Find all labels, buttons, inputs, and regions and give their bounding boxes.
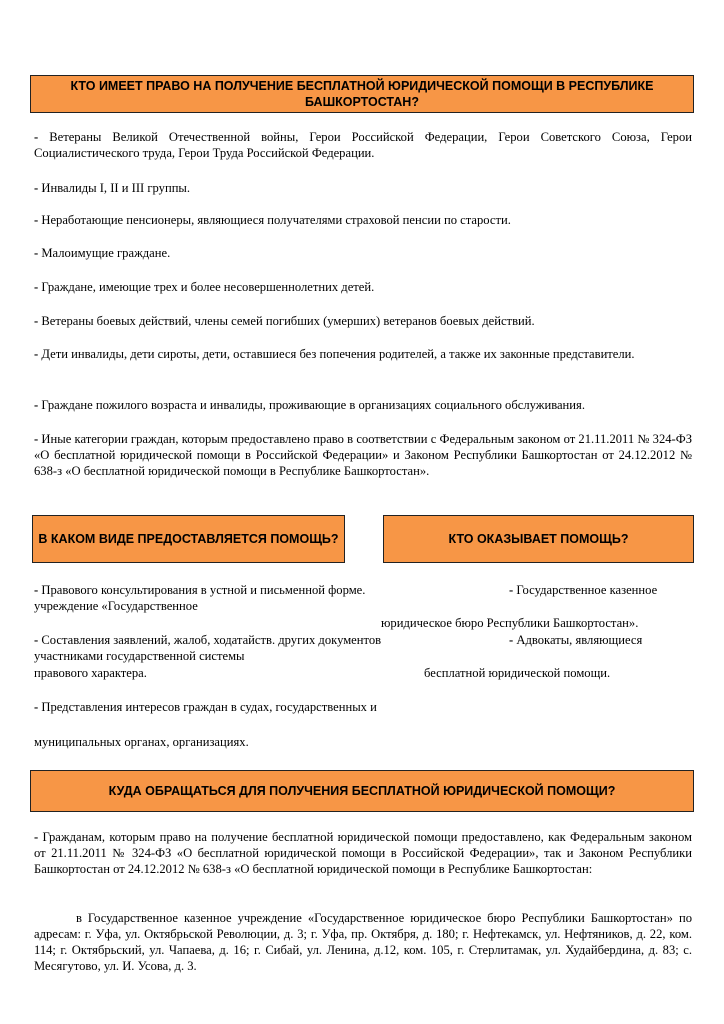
header-where-to-apply (30, 770, 694, 812)
eligibility-item-2: - Инвалиды I, II и III группы. (34, 181, 191, 195)
header-who-provides (383, 515, 694, 563)
eligibility-item-5: - Граждане, имеющие трех и более несовершеннолетних детей. (34, 280, 375, 294)
forms-line-5-left: правового характера. (34, 666, 147, 680)
header-who-eligible-text: КТО ИМЕЕТ ПРАВО НА ПОЛУЧЕНИЕ БЕСПЛАТНОЙ ЮРИДИЧЕСКОЙ ПОМОЩИ В РЕСПУБЛИКЕ БАШКОРТОСТАН? (70, 79, 654, 109)
header-form-of-help-text: В КАКОМ ВИДЕ ПРЕДОСТАВЛЯЕТСЯ ПОМОЩЬ? (38, 532, 339, 546)
header-who-eligible (30, 75, 694, 113)
forms-line-1-left: - Правового консультирования в устной и письменной форме. (34, 583, 366, 597)
forms-line-6-left: - Представления интересов граждан в судах, государственных и (34, 700, 377, 714)
header-form-of-help (32, 515, 345, 563)
forms-line-1-right: - Государственное казенное (509, 583, 658, 597)
forms-line-3-right: - Адвокаты, являющиеся (509, 633, 643, 647)
where-paragraph-2: в Государственное казенное учреждение «Государственное юридическое бюро Республики Башкортостан» по адресам: г. Уфа, ул. Октябрьской Революции, д. 3; г. Уфа, пр. Октября, д. 180; г. Нефтекамск, ул. Нефтяников, д. 22, ком. 114; г. Октябрьский, ул. Чапаева, д. 16; г. Сибай, ул. Ленина, д.12, ком. 105, г. Стерлитамак, ул. Худайбердина, д. 83; с. Месягутово, ул. И. Усова, д. 3. (34, 911, 692, 973)
eligibility-item-9: - Иные категории граждан, которым предоставлено право в соответствии с Федеральным законом от 21.11.2011 № 324-ФЗ «О бесплатной юридической помощи в Российской Федерации» и Законом Республики Башкортостан от 24.12.2012 № 638-з «О бесплатной юридической помощи в Республике Башкортостан». (34, 432, 693, 478)
forms-line-7-left: муниципальных органах, организациях. (34, 735, 249, 749)
eligibility-item-6: - Ветераны боевых действий, члены семей погибших (умерших) ветеранов боевых действий. (34, 314, 535, 328)
forms-line-2-right: юридическое бюро Республики Башкортостан». (381, 616, 639, 630)
forms-line-3-left: - Составления заявлений, жалоб, ходатайств. других документов (34, 633, 382, 647)
eligibility-item-8: - Граждане пожилого возраста и инвалиды, проживающие в организациях социального обслуживания. (34, 398, 585, 412)
forms-line-4-left: участниками государственной системы (34, 649, 245, 663)
forms-line-2-left: учреждение «Государственное (34, 599, 198, 613)
where-paragraph-1: - Гражданам, которым право на получение бесплатной юридической помощи предоставлено, как Федеральным законом от 21.11.2011 № 324-ФЗ «О бесплатной юридической помощи в Российской Федерации», так и Законом Республики Башкортостан от 24.12.2012 № 638-з «О бесплатной юридической помощи в Республике Башкортостан: (34, 830, 692, 876)
header-who-provides-text: КТО ОКАЗЫВАЕТ ПОМОЩЬ? (448, 532, 629, 546)
eligibility-item-1: - Ветераны Великой Отечественной войны, Герои Российской Федерации, Герои Советского Союза, Герои Социалистического труда, Герои Труда Российской Федерации. (34, 130, 692, 160)
eligibility-item-7: - Дети инвалиды, дети сироты, дети, оставшиеся без попечения родителей, а также их законные представители. (34, 347, 635, 361)
eligibility-item-4: - Малоимущие граждане. (34, 246, 171, 260)
header-where-to-apply-text: КУДА ОБРАЩАТЬСЯ ДЛЯ ПОЛУЧЕНИЯ БЕСПЛАТНОЙ ЮРИДИЧЕСКОЙ ПОМОЩИ? (108, 784, 616, 798)
eligibility-item-3: - Неработающие пенсионеры, являющиеся получателями страховой пенсии по старости. (34, 213, 511, 227)
forms-line-5-right: бесплатной юридической помощи. (424, 666, 611, 680)
